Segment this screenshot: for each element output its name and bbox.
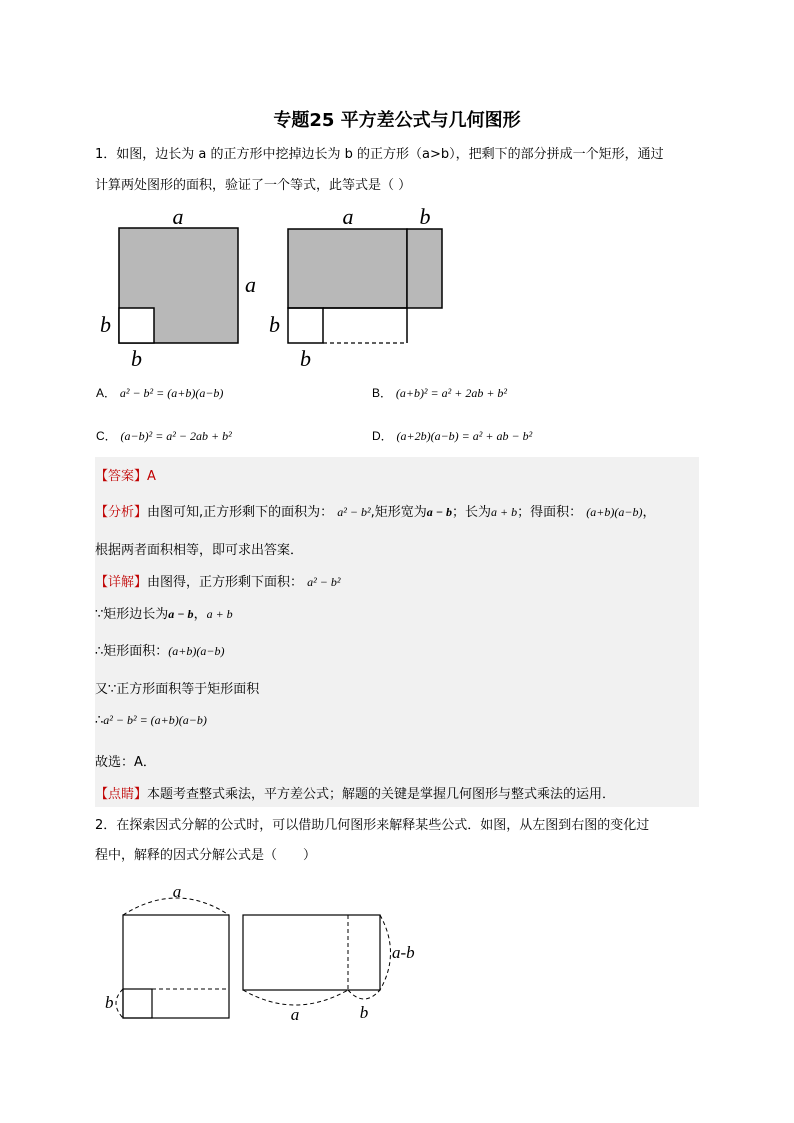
question-2-line-1: 2．在探索因式分解的公式时，可以借助几何图形来解释某些公式．如图，从左图到右图的变化过: [95, 818, 650, 833]
label-a-q2-top: a: [172, 882, 182, 901]
choose-line: 故选：A．: [95, 755, 156, 770]
step-1: ∵矩形边长为a − b，a + b: [95, 607, 233, 622]
answer-line: 【答案】A: [95, 469, 156, 484]
rectangle-main: [288, 229, 407, 308]
rectangle-strip: [407, 229, 442, 308]
label-a-top: a: [172, 204, 184, 229]
question-1-figure: [95, 200, 475, 375]
detail-line: 【详解】由图得，正方形剩下面积： a² − b²: [95, 575, 341, 590]
removed-square: [288, 308, 323, 343]
q2-small-square: [123, 989, 152, 1018]
option-a[interactable]: A． a² − b² = (a+b)(a−b): [96, 386, 224, 400]
option-d[interactable]: D． (a+2b)(a−b) = a² + ab − b²: [372, 429, 533, 443]
label-a-q2-bottom: a: [290, 1005, 300, 1024]
label-b-bottom-right: b: [300, 346, 311, 371]
label-b-left-right: b: [269, 312, 280, 337]
label-b-q2-left: b: [105, 993, 114, 1012]
option-c[interactable]: C． (a−b)² = a² − 2ab + b²: [96, 429, 232, 443]
step-3: 又∵正方形面积等于矩形面积: [95, 682, 260, 697]
option-b[interactable]: B． (a+b)² = a² + 2ab + b²: [372, 386, 508, 400]
q2-right-rectangle: [243, 915, 380, 990]
label-b-left: b: [100, 312, 111, 337]
question-2-figure: [95, 875, 435, 1030]
step-2: ∴矩形面积：(a+b)(a−b): [95, 644, 225, 659]
label-b-top-right: b: [419, 204, 431, 229]
label-a-right: a: [245, 272, 256, 297]
analysis-line-1: 【分析】由图可知,正方形剩下的面积为： a² − b²,矩形宽为a − b；长为a + b；得面积： (a+b)(a−b)，: [95, 505, 656, 520]
label-a-top-right: a: [342, 204, 354, 229]
label-b-bottom: b: [131, 346, 142, 371]
page-title: 专题25 平方差公式与几何图形: [273, 110, 521, 131]
label-amb-q2: a-b: [392, 943, 415, 962]
question-2-line-2: 程中，解释的因式分解公式是（ ）: [95, 848, 317, 863]
comment-line: 【点睛】本题考查整式乘法，平方差公式；解题的关键是掌握几何图形与整式乘法的运用．: [95, 787, 616, 802]
step-4: ∴a² − b² = (a+b)(a−b): [95, 713, 207, 728]
label-b-q2-bottom: b: [359, 1003, 369, 1022]
q2-left-square: [123, 915, 229, 1018]
small-square: [119, 308, 154, 343]
question-1-line-2: 计算两处图形的面积，验证了一个等式，此等式是（ ）: [95, 178, 412, 193]
analysis-line-2: 根据两者面积相等，即可求出答案．: [95, 543, 304, 558]
question-1-line-1: 1．如图，边长为 a 的正方形中挖掉边长为 b 的正方形（a>b），把剩下的部分拼成一个矩形，通过: [95, 147, 664, 162]
